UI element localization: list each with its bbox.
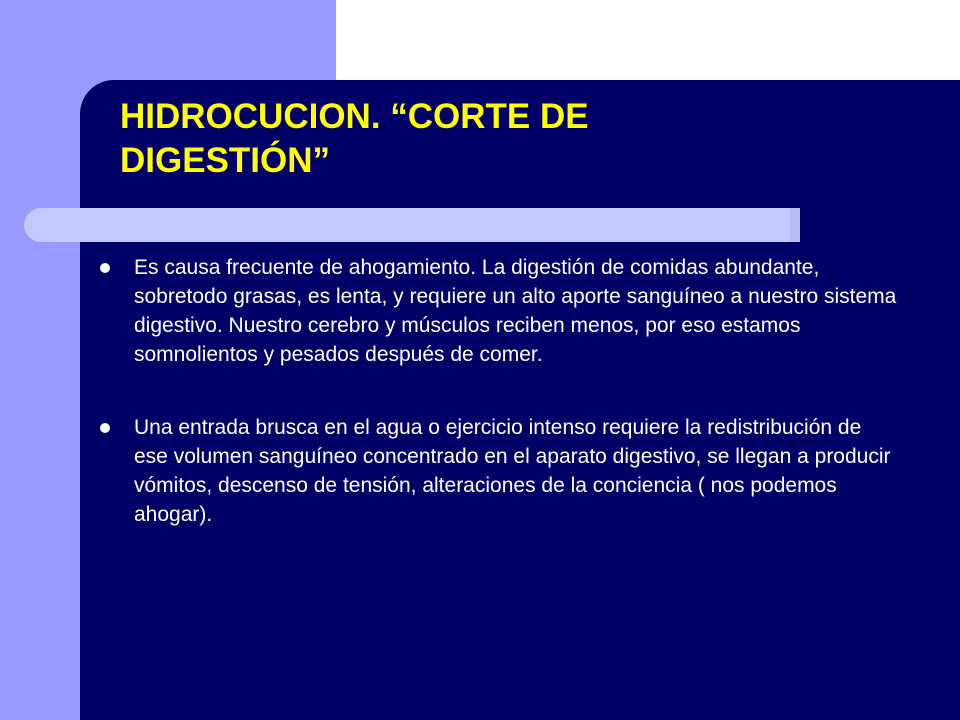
- bullet-dot-icon: [100, 423, 110, 433]
- bullet-item: [100, 413, 900, 529]
- bullet-text: Una entrada brusca en el agua o ejercicio intenso requiere la redistribución de ese volumen sanguíneo concentrado en el aparato digestivo, se llegan a producir vómitos, descenso de tensión, alteraciones de la conciencia ( nos podemos ahogar).: [134, 416, 891, 526]
- divider-bar-edge: [790, 208, 800, 242]
- bullet-list: [100, 253, 900, 573]
- bullet-dot-icon: [100, 263, 110, 273]
- slide-title: HIDROCUCION. “CORTE DE DIGESTIÓN”: [120, 97, 589, 180]
- bullet-item: [100, 253, 900, 369]
- title-divider-bar: [24, 208, 800, 242]
- bullet-text: Es causa frecuente de ahogamiento. La digestión de comidas abundante, sobretodo grasas, es lenta, y requiere un alto aporte sanguíneo a nuestro sistema digestivo. Nuestro cerebro y músculos reciben menos, por eso estamos somnolientos y pesados después de comer.: [134, 256, 897, 366]
